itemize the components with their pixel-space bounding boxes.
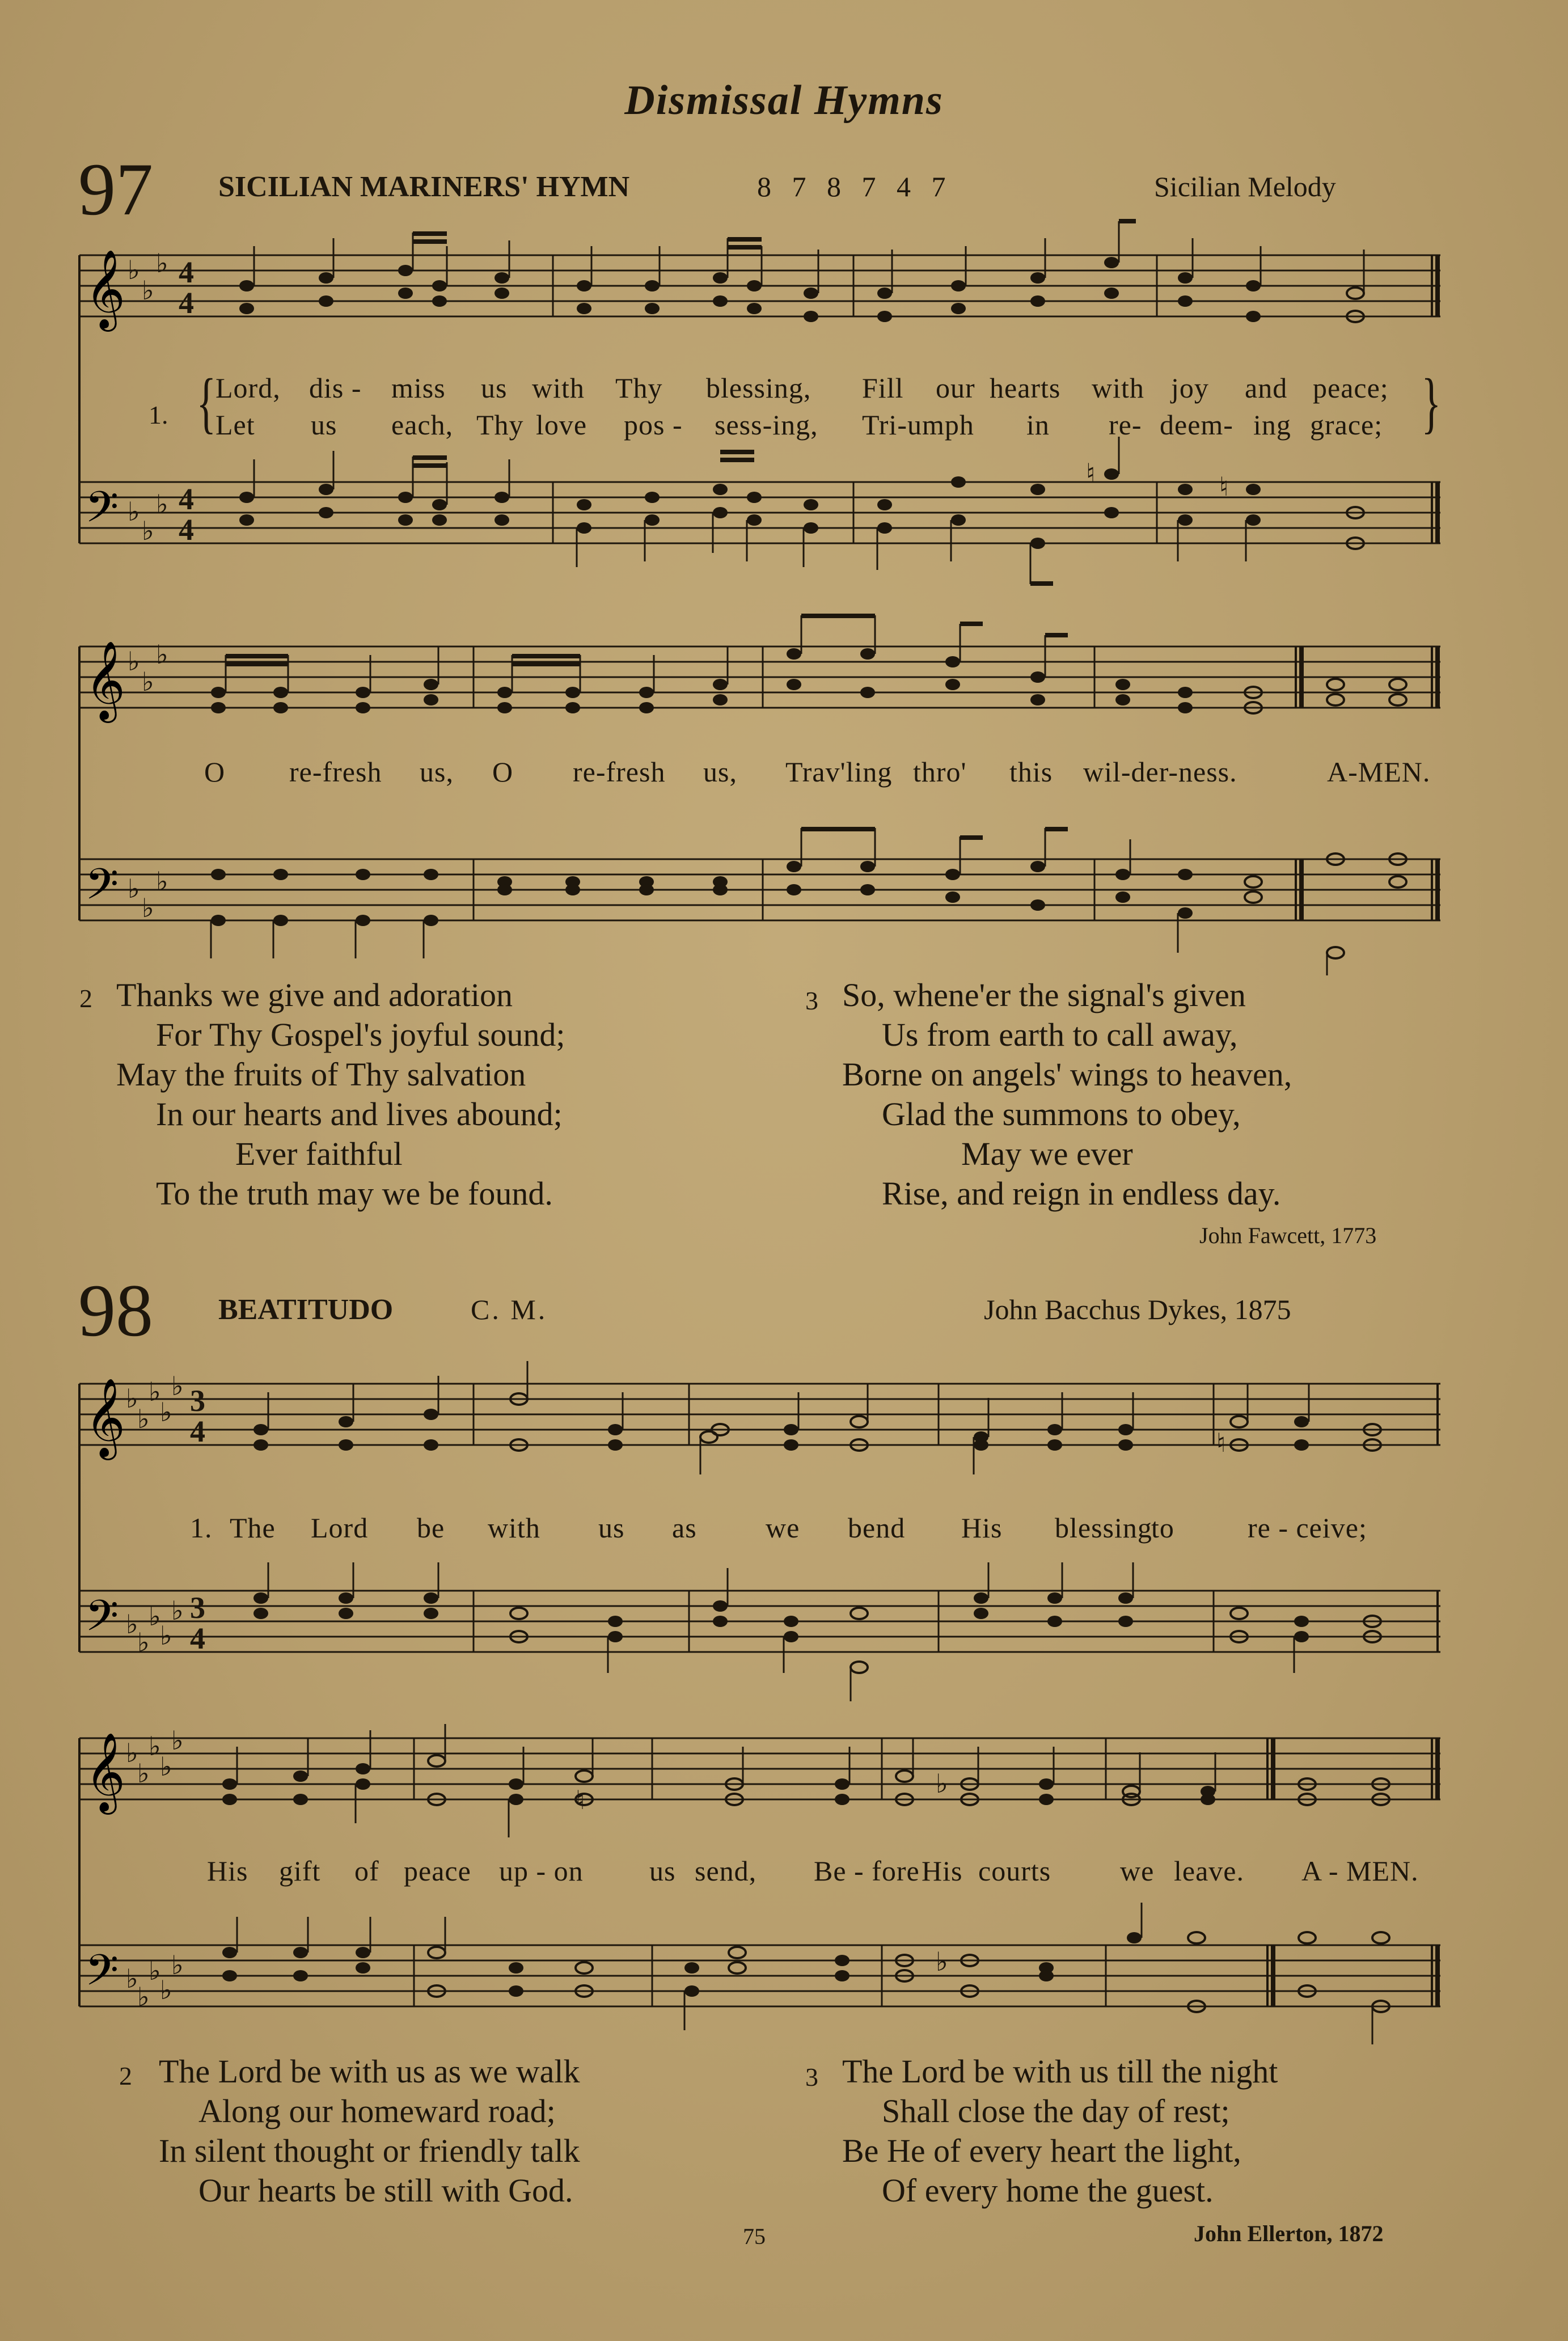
stanza-2 [79, 975, 565, 1214]
svg-text:♭: ♭ [149, 1731, 161, 1761]
svg-text:3: 3 [190, 1384, 205, 1418]
stanza-line: The Lord be with us till the night [842, 2053, 1278, 2090]
syllable: us, [703, 756, 737, 788]
stanza-3 [805, 975, 1292, 1214]
svg-text:♭: ♭ [142, 666, 154, 697]
verse-number: 1. [149, 400, 168, 429]
svg-text:4: 4 [190, 1621, 205, 1655]
stanza-line: Our hearts be still with God. [198, 2172, 573, 2209]
syllable: this [1009, 756, 1053, 788]
stanza-line: Rise, and reign in endless day. [882, 1175, 1281, 1212]
syllable: pos - [624, 409, 683, 441]
syllable: sess-ing, [715, 409, 818, 441]
syllable: dis - [309, 372, 362, 404]
bass-clef-icon: 𝄢 [85, 1945, 119, 2006]
syllable: us, [420, 756, 454, 788]
svg-text:♭: ♭ [126, 1609, 138, 1639]
tune-name: BEATITUDO [218, 1294, 394, 1326]
stanza-line: Thanks we give and adoration [116, 977, 513, 1013]
stanza-line: In silent thought or friendly talk [159, 2132, 580, 2169]
hymn-number: 97 [78, 147, 153, 231]
svg-text:♭: ♭ [128, 873, 140, 904]
section-title: Dismissal Hymns [624, 77, 944, 124]
svg-text:3: 3 [190, 1591, 205, 1625]
bass-clef-icon: 𝄢 [85, 482, 119, 543]
stanza-line: Glad the summons to obey, [882, 1096, 1241, 1133]
syllable: re- [1109, 409, 1142, 441]
music-system-98-1 [74, 1372, 1446, 1713]
treble-clef-icon: 𝄞 [85, 641, 125, 720]
left-brace-icon: { [196, 365, 217, 440]
syllable: Let [215, 409, 255, 441]
svg-text:♭: ♭ [137, 1627, 150, 1658]
syllable: O [204, 756, 226, 788]
syllable: with [1092, 372, 1144, 404]
page-number: 75 [743, 2224, 766, 2249]
syllable: Be - fore [814, 1855, 920, 1887]
svg-text:♭: ♭ [149, 1376, 161, 1407]
svg-text:♭: ♭ [160, 1975, 172, 2005]
syllable: Thy [476, 409, 524, 441]
stanza-line: Shall close the day of rest; [882, 2093, 1230, 2129]
syllable: as [672, 1512, 697, 1544]
syllable: in [1026, 409, 1050, 441]
syllable: O [492, 756, 514, 788]
svg-text:♮: ♮ [1219, 471, 1229, 502]
syllable: and [1245, 372, 1288, 404]
svg-text:♭: ♭ [126, 1383, 138, 1414]
music-system-97-2 [74, 635, 1446, 975]
svg-text:♮: ♮ [1086, 458, 1096, 488]
svg-text:4: 4 [179, 255, 194, 289]
stanza-line: Ever faithful [235, 1135, 403, 1172]
syllable: Trav'ling [785, 756, 893, 788]
treble-clef-icon: 𝄞 [85, 1732, 125, 1811]
syllable: The [230, 1512, 276, 1544]
svg-text:♭: ♭ [137, 1404, 150, 1434]
stanza-number: 2 [119, 2061, 132, 2090]
syllable: of [354, 1855, 379, 1887]
meter: 8 7 8 7 4 7 [757, 171, 953, 202]
meter: C. M. [471, 1294, 548, 1325]
stanza-line: Along our homeward road; [198, 2093, 556, 2129]
syllable: courts [978, 1855, 1051, 1887]
svg-text:♭: ♭ [149, 1601, 161, 1632]
svg-text:♭: ♭ [160, 1620, 172, 1651]
syllable: us [311, 409, 337, 441]
syllable: 1. [190, 1512, 213, 1544]
stanza-line: So, whene'er the signal's given [842, 977, 1246, 1013]
syllable: gift [279, 1855, 321, 1887]
stanza-line: Of every home the guest. [882, 2172, 1214, 2209]
syllable: hearts [990, 372, 1061, 404]
syllable: grace; [1310, 409, 1383, 441]
syllable: Lord, [215, 372, 281, 404]
stanza-line: Be He of every heart the light, [842, 2132, 1241, 2169]
stanza-number: 2 [79, 984, 92, 1013]
svg-text:♮: ♮ [1216, 1427, 1226, 1458]
syllable: be [417, 1512, 445, 1544]
svg-text:♭: ♭ [149, 1955, 161, 1986]
stanza-2 [119, 2052, 580, 2211]
syllable: we [766, 1512, 800, 1544]
hymn-number: 98 [78, 1269, 153, 1352]
syllable: each, [391, 409, 454, 441]
svg-text:♭: ♭ [156, 866, 168, 897]
syllable: peace [404, 1855, 471, 1887]
syllable: His [922, 1855, 963, 1887]
svg-text:♭: ♭ [171, 1595, 184, 1626]
author-credit: John Fawcett, 1773 [1199, 1223, 1377, 1248]
syllable: re - ceive; [1248, 1512, 1367, 1544]
treble-clef-icon: 𝄞 [85, 250, 125, 328]
syllable: us [481, 372, 508, 404]
syllable: we [1120, 1855, 1155, 1887]
svg-text:♭: ♭ [156, 489, 168, 519]
syllable: wil-der-ness. [1083, 756, 1237, 788]
syllable: His [961, 1512, 1003, 1544]
svg-text:♭: ♭ [128, 646, 140, 677]
syllable: Thy [615, 372, 663, 404]
bass-clef-icon: 𝄢 [85, 1591, 119, 1651]
svg-text:♭: ♭ [126, 1738, 138, 1768]
syllable: with [532, 372, 585, 404]
syllable: us [649, 1855, 676, 1887]
composer: Sicilian Melody [1154, 171, 1336, 202]
syllable: Lord [311, 1512, 369, 1544]
syllable: with [488, 1512, 540, 1544]
svg-text:♭: ♭ [156, 639, 168, 670]
syllable: us [598, 1512, 625, 1544]
syllable: our [936, 372, 975, 404]
syllable: leave. [1174, 1855, 1244, 1887]
svg-text:♮: ♮ [576, 1785, 585, 1815]
composer: John Bacchus Dykes, 1875 [984, 1294, 1291, 1325]
svg-text:♭: ♭ [160, 1397, 172, 1427]
treble-clef-icon: 𝄞 [85, 1378, 125, 1457]
syllable: send, [695, 1855, 757, 1887]
svg-text:♭: ♭ [142, 515, 154, 546]
svg-text:♭: ♭ [128, 496, 140, 527]
stanza-line: For Thy Gospel's joyful sound; [156, 1016, 565, 1053]
syllable: miss [391, 372, 446, 404]
stanza-line: The Lord be with us as we walk [159, 2053, 580, 2090]
syllable: thro' [913, 756, 967, 788]
right-brace-icon: } [1421, 365, 1442, 440]
syllable: bend [848, 1512, 906, 1544]
svg-text:♭: ♭ [156, 248, 168, 278]
svg-text:♭: ♭ [137, 1758, 150, 1789]
svg-text:♭: ♭ [171, 1725, 184, 1756]
stanza-line: To the truth may we be found. [156, 1175, 553, 1212]
syllable: ing [1253, 409, 1291, 441]
stanza-3 [805, 2052, 1278, 2211]
stanza-number: 3 [805, 2063, 818, 2091]
svg-text:4: 4 [179, 286, 194, 320]
stanza-line: In our hearts and lives abound; [156, 1096, 563, 1133]
stanza-line: May we ever [961, 1135, 1133, 1172]
syllable: peace; [1313, 372, 1389, 404]
syllable: deem- [1160, 409, 1233, 441]
svg-text:♭: ♭ [160, 1751, 172, 1782]
stanza-line: May the fruits of Thy salvation [116, 1056, 526, 1093]
bass-clef-icon: 𝄢 [85, 859, 119, 920]
syllable: up - on [499, 1855, 584, 1887]
svg-text:4: 4 [190, 1414, 205, 1448]
flat-sign-icon: ♭ [128, 255, 140, 285]
svg-text:♭: ♭ [137, 1981, 150, 2012]
syllable: blessing [1055, 1512, 1152, 1544]
syllable: joy [1171, 372, 1209, 404]
syllable: blessing, [706, 372, 812, 404]
syllable: love [536, 409, 588, 441]
svg-text:4: 4 [179, 513, 194, 547]
stanza-number: 3 [805, 986, 818, 1015]
svg-text:4: 4 [179, 482, 194, 516]
syllable: His [207, 1855, 248, 1887]
syllable: re-fresh [573, 756, 666, 788]
syllable: re-fresh [289, 756, 382, 788]
syllable: A - MEN. [1301, 1855, 1419, 1887]
syllable: Tri-umph [862, 409, 974, 441]
author-credit: John Ellerton, 1872 [1194, 2221, 1384, 2246]
svg-text:♭: ♭ [171, 1950, 184, 1980]
svg-text:♭: ♭ [171, 1371, 184, 1401]
svg-text:♭: ♭ [142, 893, 154, 923]
svg-text:♭: ♭ [936, 1768, 948, 1799]
svg-text:♭: ♭ [126, 1963, 138, 1994]
svg-text:♭: ♭ [142, 275, 154, 306]
stanza-line: Us from earth to call away, [882, 1016, 1238, 1053]
syllable: Fill [862, 372, 904, 404]
syllable: to [1151, 1512, 1174, 1544]
svg-text:♭: ♭ [936, 1946, 948, 1977]
stanza-line: Borne on angels' wings to heaven, [842, 1056, 1292, 1093]
music-system-98-2 [74, 1727, 1446, 2056]
syllable: A-MEN. [1327, 756, 1431, 788]
tune-name: SICILIAN MARINERS' HYMN [218, 171, 630, 203]
